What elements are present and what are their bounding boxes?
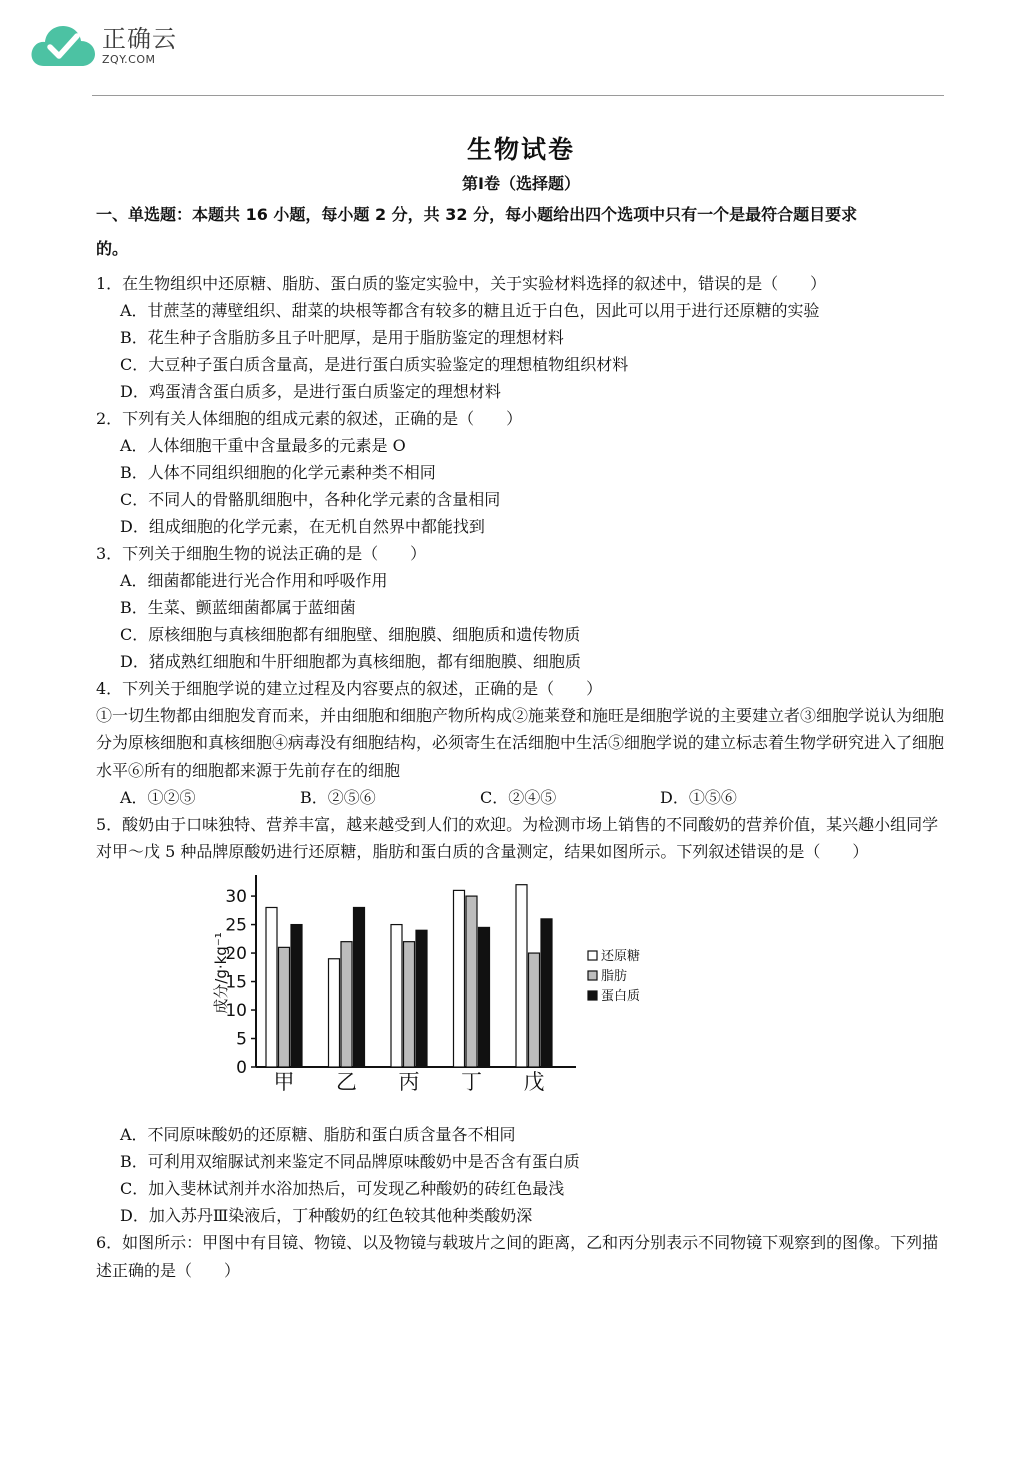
y-tick-label: 15	[225, 973, 247, 994]
options-row	[96, 784, 946, 811]
question-stem: 3．下列关于细胞生物的说法正确的是（ ）	[96, 544, 427, 563]
y-tick-label: 25	[225, 916, 247, 937]
x-tick-label: 甲	[273, 1070, 295, 1095]
bar	[354, 908, 365, 1068]
y-tick-label: 30	[225, 887, 247, 908]
question-stem: 1．在生物组织中还原糖、脂肪、蛋白质的鉴定实验中，关于实验材料选择的叙述中，错误的是（ ）	[96, 274, 827, 293]
option-a: A．不同原味酸奶的还原糖、脂肪和蛋白质含量各不相同	[120, 1125, 516, 1145]
question-body: ①一切生物都由细胞发育而来，并由细胞和细胞产物所构成②施莱登和施旺是细胞学说的主要建立者③细胞学说认为细胞分为原核细胞和真核细胞④病毒没有细胞结构，必须寄生在活细胞中生活⑤细胞学说的建立标志着生物学研究进入了细胞水平⑥所有的细胞都来源于先前存在的细胞	[96, 706, 945, 780]
question-stem: 2．下列有关人体细胞的组成元素的叙述，正确的是（ ）	[96, 409, 523, 428]
question-1	[96, 270, 946, 405]
option-b: B．生菜、颤蓝细菌都属于蓝细菌	[120, 598, 356, 617]
section-heading	[96, 198, 946, 266]
option-a: A．人体细胞干重中含量最多的元素是 O	[120, 436, 406, 455]
part-heading: 第Ⅰ卷（选择题）	[462, 174, 580, 193]
document-body	[96, 130, 946, 1284]
bar	[541, 919, 552, 1067]
question-stem: 6．如图所示：甲图中有目镜、物镜、以及物镜与载玻片之间的距离，乙和丙分别表示不同物镜下观察到的图像。下列描述正确的是（ ）	[96, 1233, 939, 1280]
option-d: D．猪成熟红细胞和牛肝细胞都为真核细胞，都有细胞膜、细胞质	[120, 652, 581, 671]
bar	[404, 942, 415, 1067]
y-tick-label: 10	[225, 1001, 247, 1022]
option-a: A．①②⑤	[120, 787, 196, 807]
bar	[279, 948, 290, 1068]
legend-swatch	[588, 991, 597, 1000]
question-6	[96, 1229, 946, 1284]
bar	[391, 925, 402, 1067]
bar	[529, 954, 540, 1068]
option-b: B．花生种子含脂肪多且子叶肥厚，是用于脂肪鉴定的理想材料	[120, 328, 564, 347]
question-3	[96, 540, 946, 675]
x-tick-label: 丙	[398, 1070, 420, 1095]
option-c: C．②④⑤	[480, 787, 557, 807]
bar	[466, 897, 477, 1068]
bar	[291, 925, 302, 1067]
bar	[329, 959, 340, 1067]
bar-chart	[204, 867, 654, 1117]
x-tick-label: 戊	[523, 1070, 545, 1095]
question-2	[96, 405, 946, 540]
brand-name-en: ZQY.COM	[102, 53, 156, 66]
legend-swatch	[588, 971, 597, 980]
brand-name-cn: 正确云	[102, 25, 177, 53]
option-d: D．组成细胞的化学元素，在无机自然界中都能找到	[120, 517, 485, 536]
question-4	[96, 675, 946, 811]
legend-label: 蛋白质	[601, 989, 641, 1005]
y-tick-label: 20	[225, 944, 247, 965]
section-heading-line1: 一、单选题：本题共 16 小题，每小题 2 分，共 32 分，每小题给出四个选项中只有一个是最符合题目要求	[96, 205, 858, 224]
y-tick-label: 5	[236, 1029, 247, 1050]
option-d: D．鸡蛋清含蛋白质多，是进行蛋白质鉴定的理想材料	[120, 382, 501, 401]
option-d: D．加入苏丹Ⅲ染液后，丁种酸奶的红色较其他种类酸奶深	[120, 1206, 533, 1226]
option-c: C．加入斐林试剂并水浴加热后，可发现乙种酸奶的砖红色最浅	[120, 1179, 565, 1199]
chart-area	[96, 865, 946, 1121]
section-heading-line2: 的。	[96, 239, 129, 258]
option-b: B．人体不同组织细胞的化学元素种类不相同	[120, 463, 436, 482]
question-5	[96, 811, 946, 1230]
header-divider	[92, 95, 944, 96]
option-a: A．甘蔗茎的薄壁组织、甜菜的块根等都含有较多的糖且近于白色，因此可以用于进行还原糖的实验	[120, 301, 820, 320]
y-tick-label: 0	[236, 1058, 247, 1079]
option-c: C．原核细胞与真核细胞都有细胞壁、细胞膜、细胞质和遗传物质	[120, 625, 581, 644]
legend-label: 脂肪	[601, 969, 628, 985]
y-axis-label: 成分/g·kg⁻¹	[212, 932, 230, 1015]
legend-label: 还原糖	[601, 949, 641, 965]
option-c: C．大豆种子蛋白质含量高，是进行蛋白质实验鉴定的理想植物组织材料	[120, 355, 629, 374]
option-a: A．细菌都能进行光合作用和呼吸作用	[120, 571, 388, 590]
bar	[416, 931, 427, 1068]
question-stem: 4．下列关于细胞学说的建立过程及内容要点的叙述，正确的是（ ）	[96, 679, 603, 698]
bar	[266, 908, 277, 1068]
cloud-check-icon	[30, 22, 96, 70]
bar	[454, 891, 465, 1068]
bar	[341, 942, 352, 1067]
bar	[479, 928, 490, 1068]
option-d: D．①⑤⑥	[660, 787, 737, 807]
brand-logo	[30, 22, 177, 70]
x-tick-label: 丁	[461, 1070, 482, 1095]
option-c: C．不同人的骨骼肌细胞中，各种化学元素的含量相同	[120, 490, 501, 509]
page-title: 生物试卷	[466, 135, 575, 164]
legend-swatch	[588, 951, 597, 960]
x-tick-label: 乙	[336, 1070, 357, 1095]
bar	[516, 885, 527, 1067]
option-b: B．②⑤⑥	[300, 787, 376, 807]
option-b: B．可利用双缩脲试剂来鉴定不同品牌原味酸奶中是否含有蛋白质	[120, 1152, 580, 1172]
question-stem: 5．酸奶由于口味独特、营养丰富，越来越受到人们的欢迎。为检测市场上销售的不同酸奶的营养价值，某兴趣小组同学对甲～戊 5 种品牌原酸奶进行还原糖，脂肪和蛋白质的含量测定，结果如图所示。下列叙述错误的是（ ）	[96, 814, 939, 862]
